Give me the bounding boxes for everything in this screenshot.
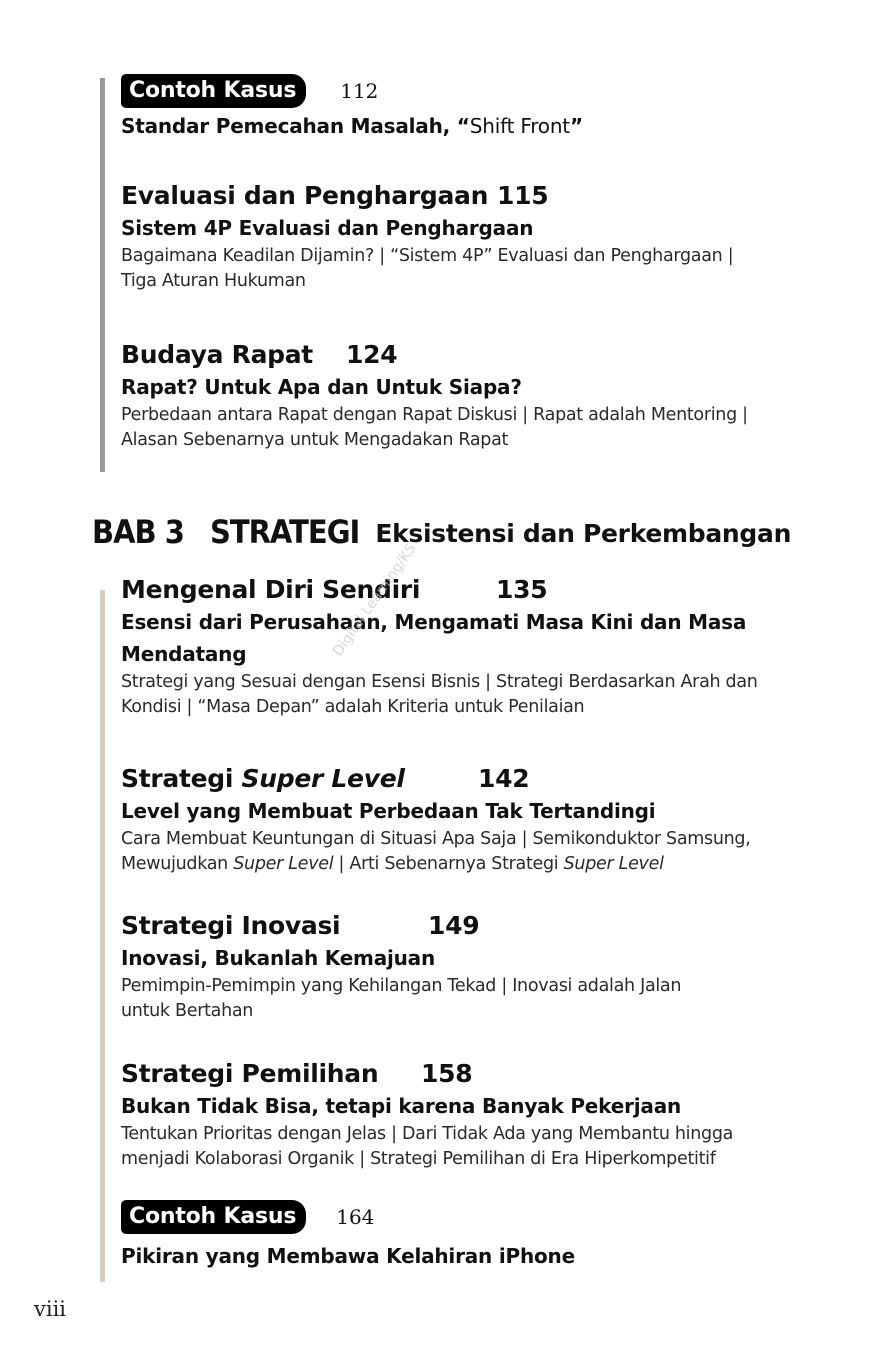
- entry-topics: Perbedaan antara Rapat dengan Rapat Diskusi | Rapat adalah Mentoring | Alasan Sebenarnya untuk Mengadakan Rapat: [121, 405, 748, 450]
- watermark: Digital Learning/KS: [330, 540, 420, 660]
- entry-page: 142: [478, 764, 530, 793]
- entry-page: 149: [428, 911, 480, 940]
- page-number: viii: [34, 1297, 67, 1321]
- case-study-164: [121, 1200, 821, 1272]
- section-rule-bottom: [100, 590, 105, 1282]
- entry-topics: Bagaimana Keadilan Dijamin? | “Sistem 4P” Evaluasi dan Penghargaan | Tiga Aturan Hukuman: [121, 246, 734, 291]
- toc-entry-super-level: [121, 763, 821, 877]
- entry-page: 135: [496, 575, 548, 604]
- entry-subtitle: Bukan Tidak Bisa, tetapi karena Banyak Pekerjaan: [121, 1094, 682, 1118]
- entry-title: Strategi Super Level 142: [121, 764, 530, 793]
- entry-topics: Strategi yang Sesuai dengan Esensi Bisnis | Strategi Berdasarkan Arah dan Kondisi | “Masa Depan” adalah Kriteria untuk Penilaian: [121, 672, 758, 717]
- entry-title: Budaya Rapat 124: [121, 340, 398, 369]
- chapter-heading: [92, 515, 791, 549]
- section-rule-top: [100, 78, 105, 472]
- entry-page: 124: [346, 340, 398, 369]
- chapter-name: STRATEGI: [209, 513, 360, 551]
- entry-subtitle: Inovasi, Bukanlah Kemajuan: [121, 946, 436, 970]
- toc-entry-mengenal-diri: [121, 574, 821, 720]
- entry-subtitle: Rapat? Untuk Apa dan Untuk Siapa?: [121, 375, 522, 399]
- entry-topics: Cara Membuat Keuntungan di Situasi Apa Saja | Semikonduktor Samsung, Mewujudkan Super Level | Arti Sebenarnya Strategi Super Level: [121, 829, 751, 874]
- entry-title: Strategi Inovasi 149: [121, 911, 480, 940]
- toc-entry-pemilihan: [121, 1058, 821, 1172]
- chapter-number: BAB 3: [92, 513, 184, 551]
- case-study-subtitle: Pikiran yang Membawa Kelahiran iPhone: [121, 1244, 575, 1268]
- entry-title: Strategi Pemilihan 158: [121, 1059, 473, 1088]
- toc-entry-evaluasi: [121, 180, 821, 294]
- entry-title: Mengenal Diri Sendiri 135: [121, 575, 548, 604]
- toc-entry-budaya-rapat: [121, 339, 821, 453]
- chapter-subtitle: Eksistensi dan Perkembangan: [375, 519, 792, 548]
- entry-page: 115: [497, 181, 549, 210]
- entry-topics: Pemimpin-Pemimpin yang Kehilangan Tekad | Inovasi adalah Jalan untuk Bertahan: [121, 976, 682, 1021]
- entry-title: Evaluasi dan Penghargaan 115: [121, 181, 549, 210]
- entry-topics: Tentukan Prioritas dengan Jelas | Dari Tidak Ada yang Membantu hingga menjadi Kolaborasi Organik | Strategi Pemilihan di Era Hiperkompetitif: [121, 1124, 734, 1169]
- case-study-subtitle: Standar Pemecahan Masalah, “Shift Front”: [121, 114, 583, 138]
- case-study-page: 112: [340, 79, 379, 103]
- entry-page: 158: [421, 1059, 473, 1088]
- entry-subtitle: Level yang Membuat Perbedaan Tak Tertandingi: [121, 799, 656, 823]
- entry-subtitle: Esensi dari Perusahaan, Mengamati Masa Kini dan Masa Mendatang: [121, 610, 747, 666]
- toc-entry-inovasi: [121, 910, 821, 1024]
- case-study-badge: Contoh Kasus: [121, 1200, 306, 1234]
- case-study-page: 164: [336, 1205, 375, 1229]
- entry-subtitle: Sistem 4P Evaluasi dan Penghargaan: [121, 216, 534, 240]
- case-study-badge: Contoh Kasus: [121, 74, 306, 108]
- case-study-112: [121, 74, 821, 142]
